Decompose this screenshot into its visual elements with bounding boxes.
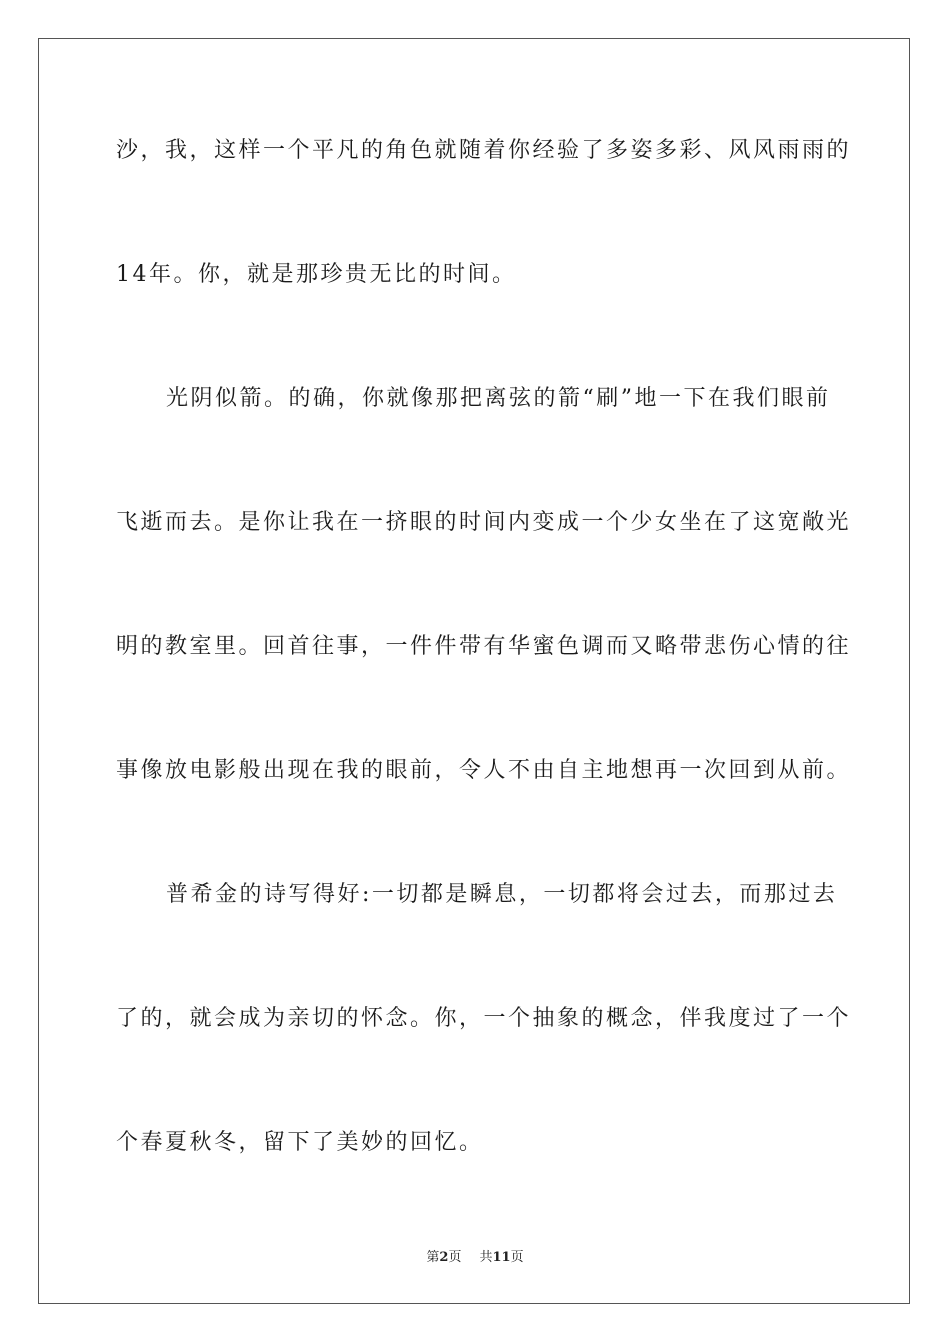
paragraph-line: 普希金的诗写得好:一切都是瞬息，一切都将会过去，而那过去	[166, 882, 838, 907]
paragraph-line: 了的，就会成为亲切的怀念。你，一个抽象的概念，伴我度过了一个	[116, 1006, 852, 1031]
page-suffix: 页	[448, 1250, 462, 1265]
paragraph-line: 明的教室里。回首往事，一件件带有华蜜色调而又略带悲伤心情的往	[116, 634, 852, 659]
page-footer	[0, 1246, 950, 1265]
total-prefix: 共	[479, 1250, 493, 1265]
paragraph-line: 个春夏秋冬，留下了美妙的回忆。	[116, 1130, 484, 1155]
paragraph-line: 14年。你，就是那珍贵无比的时间。	[116, 262, 517, 287]
page-prefix: 第	[426, 1250, 440, 1265]
paragraph-line: 飞逝而去。是你让我在一挤眼的时间内变成一个少女坐在了这宽敞光	[116, 510, 852, 535]
page-border	[38, 38, 910, 1304]
paragraph-line: 事像放电影般出现在我的眼前，令人不由自主地想再一次回到从前。	[116, 758, 852, 783]
paragraph-line: 沙，我，这样一个平凡的角色就随着你经验了多姿多彩、风风雨雨的	[116, 138, 852, 163]
page-number: 2	[439, 1250, 449, 1265]
total-pages: 11	[492, 1250, 511, 1265]
total-suffix: 页	[510, 1250, 524, 1265]
paragraph-line: 光阴似箭。的确，你就像那把离弦的箭“刷”地一下在我们眼前	[166, 386, 831, 411]
